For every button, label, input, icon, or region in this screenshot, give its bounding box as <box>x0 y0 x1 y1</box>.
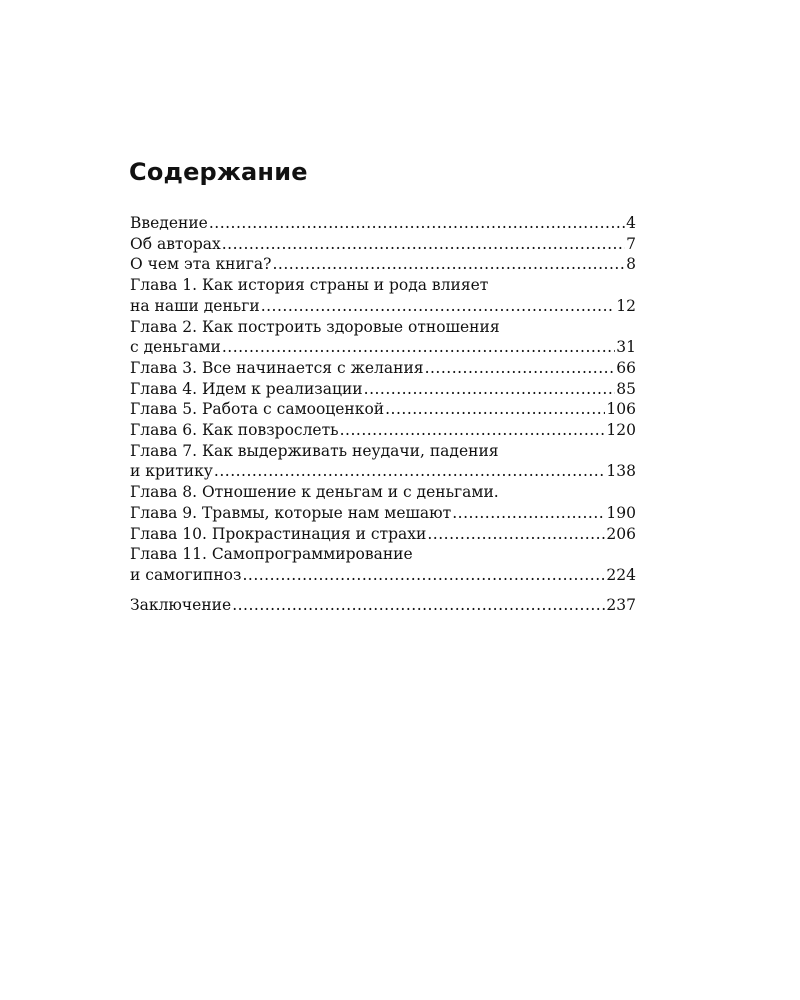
dot-leader <box>364 379 616 400</box>
toc-entry-title: Глава 4. Идем к реализации <box>130 379 363 398</box>
toc-entry-title: Введение <box>130 214 208 232</box>
toc-page-number: 138 <box>606 462 636 481</box>
toc-entry-chapter-10 <box>130 524 636 545</box>
toc-page-number: 4 <box>626 214 636 232</box>
toc-line <box>130 461 636 482</box>
toc-entry-title-line: Глава 2. Как построить здоровые отношения <box>130 317 500 336</box>
toc-entry-chapter-1 <box>130 275 636 316</box>
toc-entry-chapter-11 <box>130 544 636 585</box>
toc-entry-chapter-6 <box>130 420 636 441</box>
dot-leader <box>385 399 605 420</box>
toc-page-number: 106 <box>606 400 636 419</box>
toc-entry-chapter-8-9 <box>130 482 636 523</box>
toc-entry-chapter-3 <box>130 358 636 379</box>
toc-page-number: 85 <box>616 379 636 398</box>
toc-line <box>130 503 636 524</box>
toc-entry-about-book <box>130 254 636 275</box>
toc-page-number: 120 <box>606 421 636 440</box>
dot-leader <box>222 234 625 255</box>
dot-leader <box>452 503 605 524</box>
toc-entry-chapter-7 <box>130 441 636 482</box>
dot-leader <box>425 358 616 379</box>
toc-entry-title-line: Глава 8. Отношение к деньгам и с деньгами. <box>130 483 499 502</box>
toc-entry-title-line: Глава 7. Как выдерживать неудачи, падения <box>130 441 499 460</box>
toc-page-number: 224 <box>606 565 636 584</box>
toc-entry-title-line: Глава 1. Как история страны и рода влияет <box>130 276 489 295</box>
toc-page-number: 8 <box>626 255 636 274</box>
toc-entry-chapter-2 <box>130 317 636 358</box>
toc-entry-title: Глава 9. Травмы, которые нам мешают <box>130 503 452 522</box>
toc-page-number: 66 <box>616 358 636 377</box>
toc-line <box>130 420 636 441</box>
toc-entry-conclusion <box>130 595 636 616</box>
toc-line <box>130 234 636 255</box>
toc-entry-title: и критику <box>130 462 213 481</box>
toc-entry-title: на наши деньги <box>130 296 260 315</box>
dot-leader <box>222 337 615 358</box>
toc-entry-introduction <box>130 213 636 234</box>
toc-entry-title: Глава 10. Прокрастинация и страхи <box>130 524 427 543</box>
dot-leader <box>340 420 606 441</box>
table-of-contents <box>130 213 636 615</box>
toc-entry-title: Заключение <box>130 595 232 614</box>
toc-entry-title: Глава 3. Все начинается с желания <box>130 358 424 377</box>
toc-entry-title: с деньгами <box>130 338 221 357</box>
toc-entry-title: Глава 6. Как повзрослеть <box>130 421 339 440</box>
toc-entry-about-authors <box>130 234 636 255</box>
toc-page-number: 7 <box>626 234 636 253</box>
toc-line <box>130 595 636 616</box>
toc-line <box>130 524 636 545</box>
toc-entry-chapter-4 <box>130 379 636 400</box>
toc-line <box>130 379 636 400</box>
toc-page-number: 237 <box>606 595 636 614</box>
toc-page-number: 206 <box>606 524 636 543</box>
toc-line <box>130 399 636 420</box>
dot-leader <box>242 565 605 586</box>
dot-leader <box>232 595 605 616</box>
toc-page-number: 12 <box>616 296 636 315</box>
toc-entry-title: О чем эта книга? <box>130 255 272 274</box>
toc-line <box>130 213 636 234</box>
toc-line <box>130 358 636 379</box>
dot-leader <box>214 461 605 482</box>
toc-entry-title: Об авторах <box>130 234 221 253</box>
toc-page-number: 190 <box>606 503 636 522</box>
dot-leader <box>272 254 625 275</box>
dot-leader <box>427 524 605 545</box>
toc-entry-title-line: Глава 11. Самопрограммирование <box>130 545 413 564</box>
toc-entry-title: Глава 5. Работа с самооценкой <box>130 400 385 419</box>
toc-entry-chapter-5 <box>130 399 636 420</box>
page-title: Содержание <box>129 158 308 186</box>
toc-line <box>130 296 636 317</box>
toc-page-number: 31 <box>616 338 636 357</box>
toc-entry-title: и самогипноз <box>130 565 242 584</box>
dot-leader <box>209 213 625 234</box>
toc-line <box>130 565 636 586</box>
toc-line <box>130 337 636 358</box>
dot-leader <box>261 296 616 317</box>
toc-line <box>130 254 636 275</box>
